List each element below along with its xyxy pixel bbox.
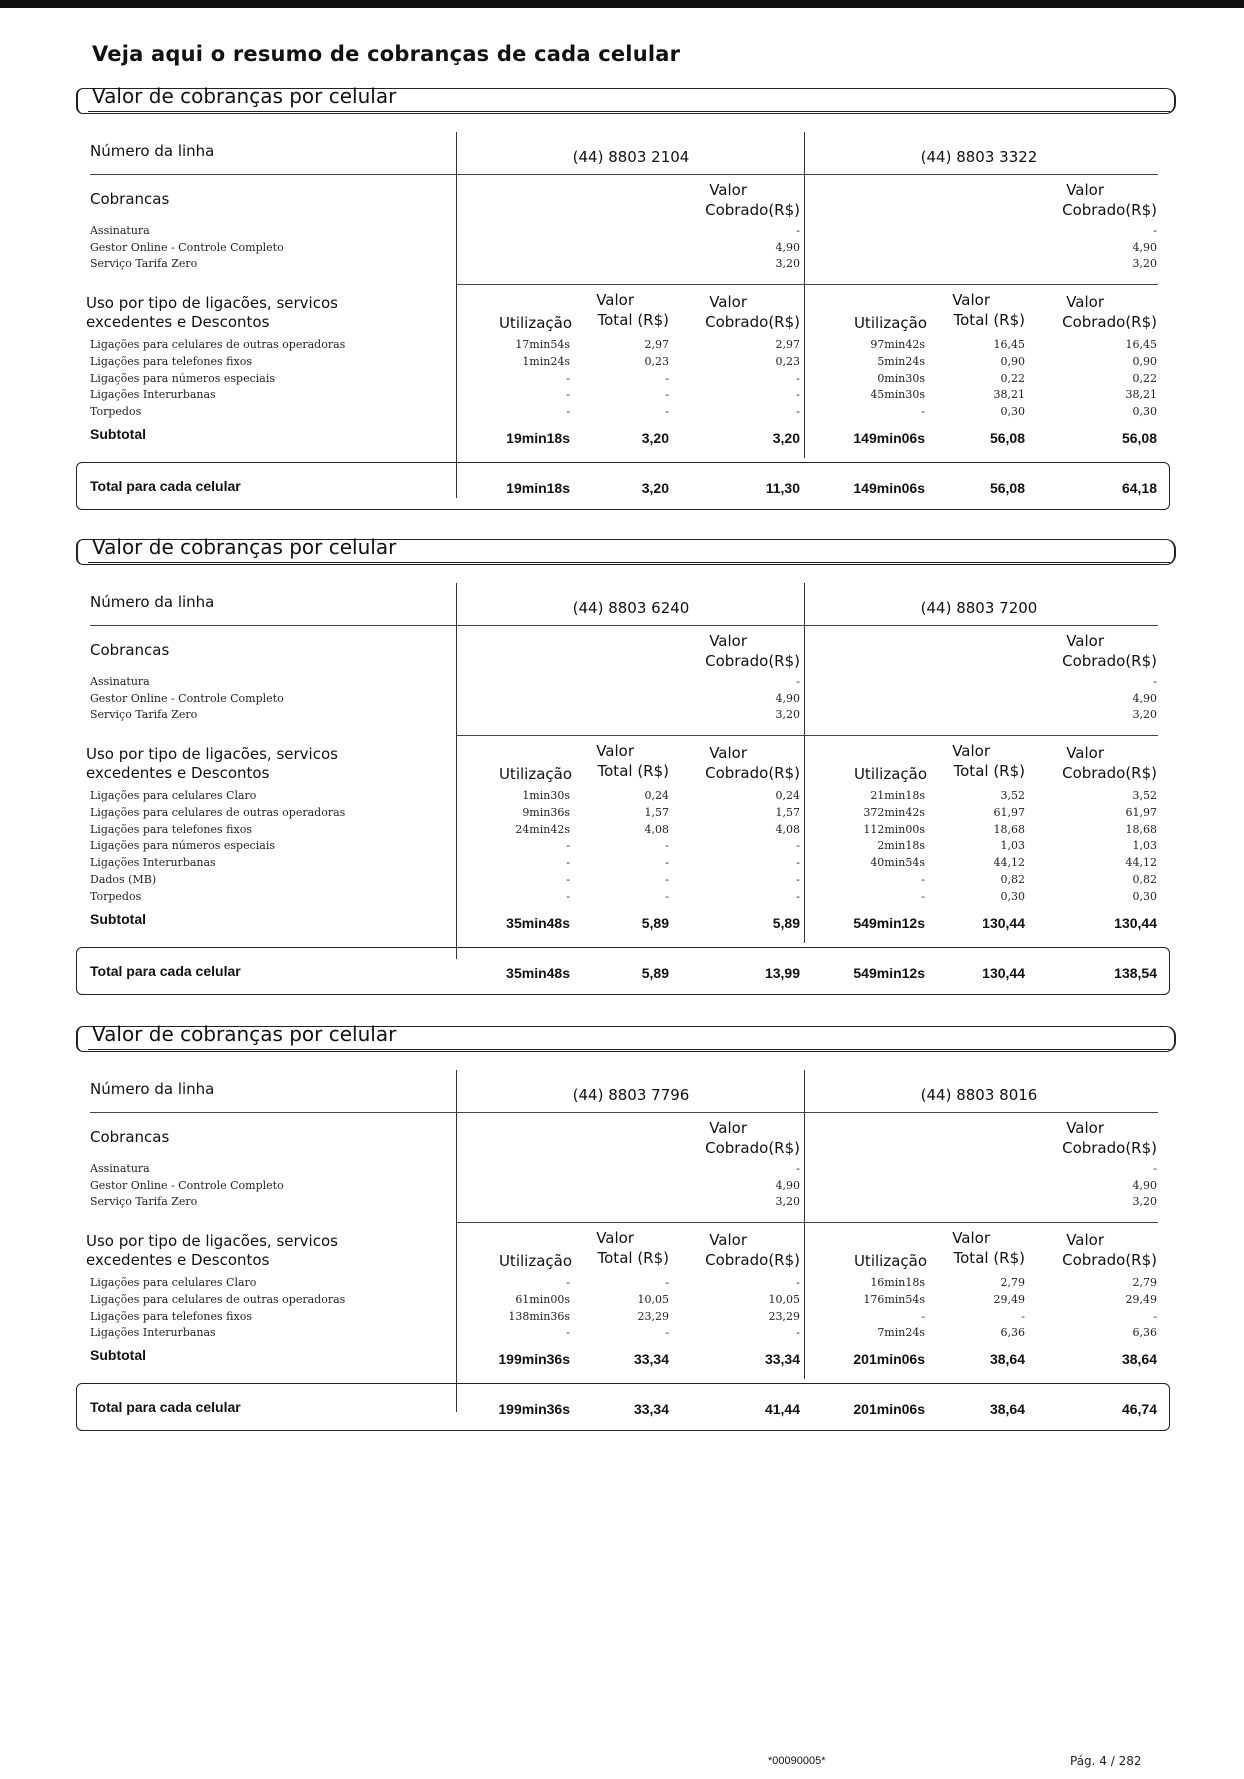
subtotal-label: Subtotal bbox=[90, 910, 146, 927]
total-value: 29,49 bbox=[993, 1292, 1025, 1306]
uso-item: Ligações para números especiais bbox=[90, 839, 276, 853]
cobrado-value: 6,36 bbox=[1132, 1326, 1157, 1340]
line-number: (44) 8803 7796 bbox=[572, 1086, 690, 1104]
subtotal-total: 5,89 bbox=[641, 914, 669, 931]
cobrado-header: Cobrado(R$) bbox=[1062, 201, 1157, 219]
valor-header: Valor bbox=[709, 181, 747, 199]
uso-item: Ligações Interurbanas bbox=[90, 856, 216, 870]
total-cobrado: 11,30 bbox=[765, 480, 800, 496]
total-celular-label: Total para cada celular bbox=[90, 962, 241, 979]
total-value: 38,21 bbox=[993, 388, 1025, 402]
cobranca-value: 3,20 bbox=[1132, 708, 1157, 721]
total-value: 4,08 bbox=[644, 822, 669, 836]
cobrado-value: 38,21 bbox=[1125, 388, 1157, 402]
valor-header: Valor bbox=[952, 291, 990, 309]
section-title: Valor de cobranças por celular bbox=[92, 535, 397, 559]
subtotal-cobrado: 3,20 bbox=[772, 430, 800, 446]
subtotal-label: Subtotal bbox=[90, 1347, 146, 1364]
section-header bbox=[76, 84, 1176, 114]
cobrado-value: - bbox=[796, 856, 800, 870]
subtotal-utilizacao: 19min18s bbox=[506, 430, 570, 446]
cobrado-header: Cobrado(R$) bbox=[705, 201, 800, 219]
subtotal-utilizacao: 549min12s bbox=[853, 914, 925, 931]
cobrado-header: Cobrado(R$) bbox=[705, 764, 800, 782]
uso-label-2: excedentes e Descontos bbox=[86, 313, 270, 331]
valor-header: Valor bbox=[709, 632, 747, 650]
cobrado-value: - bbox=[1153, 1309, 1157, 1323]
cobrado-header: Cobrado(R$) bbox=[705, 1139, 800, 1157]
line-number: (44) 8803 3322 bbox=[920, 148, 1038, 166]
utilizacao-header: Utilização bbox=[498, 1252, 572, 1270]
utilizacao-value: - bbox=[566, 1326, 570, 1340]
utilizacao-value: - bbox=[566, 1276, 570, 1289]
uso-item: Torpedos bbox=[90, 405, 142, 419]
uso-item: Torpedos bbox=[90, 889, 142, 903]
cobranca-value: - bbox=[796, 1162, 800, 1175]
document-code: *00090005* bbox=[768, 1755, 826, 1767]
cobrado-value: 0,30 bbox=[1132, 405, 1157, 419]
column-divider bbox=[804, 1070, 805, 1379]
total-value: 0,30 bbox=[1000, 889, 1025, 903]
valor-header: Valor bbox=[1066, 744, 1104, 762]
total-header: Total (R$) bbox=[953, 311, 1025, 329]
row-rule bbox=[456, 284, 1158, 285]
valor-header: Valor bbox=[1066, 632, 1104, 650]
total-total: 3,20 bbox=[641, 480, 669, 496]
uso-item: Ligações para celulares de outras operadoras bbox=[90, 338, 346, 351]
total-celular-label: Total para cada celular bbox=[90, 1399, 241, 1416]
cobranca-value: 4,90 bbox=[775, 691, 800, 705]
cobrancas-label: Cobrancas bbox=[90, 1128, 170, 1146]
valor-header: Valor bbox=[1066, 293, 1104, 311]
total-total: 5,89 bbox=[641, 964, 669, 981]
cobrado-value: 61,97 bbox=[1125, 805, 1157, 819]
utilizacao-value: - bbox=[566, 405, 570, 419]
uso-label: Uso por tipo de ligacões, servicos bbox=[86, 745, 338, 763]
cobrado-value: 0,22 bbox=[1132, 371, 1157, 385]
page-title: Veja aqui o resumo de cobranças de cada celular bbox=[92, 42, 681, 66]
section-header-rule bbox=[88, 562, 1170, 563]
subtotal-total: 3,20 bbox=[641, 430, 669, 446]
utilizacao-value: 97min42s bbox=[870, 338, 925, 351]
total-cobrado: 138,54 bbox=[1114, 964, 1157, 981]
total-value: 16,45 bbox=[993, 338, 1025, 351]
uso-item: Ligações para celulares Claro bbox=[90, 789, 257, 802]
utilizacao-value: 112min00s bbox=[863, 822, 925, 836]
cobrado-header: Cobrado(R$) bbox=[1062, 313, 1157, 331]
cobrado-value: - bbox=[796, 873, 800, 886]
utilizacao-value: 7min24s bbox=[877, 1326, 925, 1340]
cobrado-value: - bbox=[796, 889, 800, 903]
cobranca-item: Gestor Online - Controle Completo bbox=[90, 691, 284, 705]
total-header: Total (R$) bbox=[597, 311, 669, 329]
section-header bbox=[76, 535, 1176, 565]
section-title: Valor de cobranças por celular bbox=[92, 84, 397, 108]
utilizacao-value: 40min54s bbox=[870, 856, 925, 870]
total-value: 61,97 bbox=[993, 805, 1025, 819]
total-cobrado: 64,18 bbox=[1121, 480, 1157, 496]
utilizacao-value: 9min36s bbox=[522, 805, 570, 819]
valor-header: Valor bbox=[596, 742, 634, 760]
valor-header: Valor bbox=[596, 291, 634, 309]
total-value: - bbox=[665, 839, 669, 853]
billing-section bbox=[0, 1022, 1244, 1446]
utilizacao-value: 24min42s bbox=[515, 822, 570, 836]
total-value: - bbox=[665, 371, 669, 385]
cobrado-value: 0,30 bbox=[1132, 889, 1157, 903]
cobrado-header: Cobrado(R$) bbox=[705, 1251, 800, 1269]
cobranca-item: Assinatura bbox=[90, 1162, 150, 1175]
uso-item: Ligações para celulares Claro bbox=[90, 1276, 257, 1289]
uso-item: Ligações para telefones fixos bbox=[90, 1309, 252, 1323]
valor-header: Valor bbox=[709, 744, 747, 762]
uso-item: Ligações para números especiais bbox=[90, 371, 276, 385]
cobrado-header: Cobrado(R$) bbox=[1062, 1139, 1157, 1157]
total-value: 6,36 bbox=[1000, 1326, 1025, 1340]
total-total: 33,34 bbox=[633, 1401, 669, 1418]
cobranca-item: Gestor Online - Controle Completo bbox=[90, 240, 284, 254]
utilizacao-header: Utilização bbox=[853, 1252, 927, 1270]
utilizacao-value: - bbox=[921, 889, 925, 903]
utilizacao-value: 17min54s bbox=[515, 338, 570, 351]
cobranca-item: Serviço Tarifa Zero bbox=[90, 708, 198, 721]
total-value: 0,30 bbox=[1000, 405, 1025, 419]
cobrado-value: 1,03 bbox=[1132, 839, 1157, 853]
cobranca-value: - bbox=[796, 224, 800, 237]
total-header: Total (R$) bbox=[597, 1249, 669, 1267]
cobranca-item: Assinatura bbox=[90, 675, 150, 688]
total-value: - bbox=[665, 405, 669, 419]
cobrado-value: 10,05 bbox=[768, 1292, 800, 1306]
billing-section bbox=[0, 535, 1244, 981]
cobrado-value: - bbox=[796, 1276, 800, 1289]
page-number: Pág. 4 / 282 bbox=[1070, 1754, 1142, 1768]
utilizacao-value: 21min18s bbox=[870, 789, 925, 802]
utilizacao-value: 61min00s bbox=[515, 1292, 570, 1306]
billing-section bbox=[0, 84, 1244, 508]
cobranca-value: - bbox=[1153, 1162, 1157, 1175]
cobrado-header: Cobrado(R$) bbox=[1062, 652, 1157, 670]
utilizacao-value: 1min30s bbox=[522, 789, 570, 802]
uso-item: Ligações para celulares de outras operadoras bbox=[90, 1292, 346, 1306]
uso-item: Ligações para telefones fixos bbox=[90, 822, 252, 836]
utilizacao-header: Utilização bbox=[853, 314, 927, 332]
cobrado-value: 16,45 bbox=[1125, 338, 1157, 351]
uso-item: Ligações Interurbanas bbox=[90, 1326, 216, 1340]
cobrado-value: 18,68 bbox=[1125, 822, 1157, 836]
total-value: - bbox=[665, 889, 669, 903]
cobranca-item: Gestor Online - Controle Completo bbox=[90, 1178, 284, 1192]
valor-header: Valor bbox=[952, 1229, 990, 1247]
utilizacao-value: - bbox=[566, 371, 570, 385]
cobrado-value: 29,49 bbox=[1125, 1292, 1157, 1306]
subtotal-total: 130,44 bbox=[982, 914, 1025, 931]
total-value: 44,12 bbox=[993, 856, 1025, 870]
cobranca-value: 4,90 bbox=[1132, 691, 1157, 705]
column-divider bbox=[804, 583, 805, 943]
cobranca-value: 4,90 bbox=[1132, 240, 1157, 254]
utilizacao-value: 2min18s bbox=[877, 839, 925, 853]
valor-header: Valor bbox=[952, 742, 990, 760]
cobrado-header: Cobrado(R$) bbox=[705, 652, 800, 670]
uso-label-2: excedentes e Descontos bbox=[86, 764, 270, 782]
line-number: (44) 8803 8016 bbox=[920, 1086, 1038, 1104]
total-value: 0,23 bbox=[644, 354, 669, 368]
total-header: Total (R$) bbox=[953, 1249, 1025, 1267]
total-value: 3,52 bbox=[1000, 789, 1025, 802]
total-value: - bbox=[665, 873, 669, 886]
cobranca-value: 3,20 bbox=[775, 1195, 800, 1208]
cobrado-value: 0,90 bbox=[1132, 354, 1157, 368]
utilizacao-value: - bbox=[566, 388, 570, 402]
total-header: Total (R$) bbox=[953, 762, 1025, 780]
total-value: 0,24 bbox=[644, 789, 669, 802]
cobranca-value: 3,20 bbox=[1132, 1195, 1157, 1208]
utilizacao-value: - bbox=[566, 839, 570, 853]
cobranca-value: - bbox=[796, 675, 800, 688]
subtotal-total: 38,64 bbox=[989, 1351, 1025, 1368]
total-value: - bbox=[665, 856, 669, 870]
utilizacao-value: - bbox=[566, 856, 570, 870]
cobrado-value: - bbox=[796, 371, 800, 385]
total-cobrado: 41,44 bbox=[764, 1401, 800, 1418]
cobrado-value: 44,12 bbox=[1125, 856, 1157, 870]
valor-header: Valor bbox=[1066, 181, 1104, 199]
cobrado-value: 4,08 bbox=[775, 822, 800, 836]
uso-item: Dados (MB) bbox=[90, 873, 157, 886]
subtotal-utilizacao: 199min36s bbox=[498, 1351, 570, 1368]
valor-header: Valor bbox=[709, 293, 747, 311]
valor-header: Valor bbox=[1066, 1231, 1104, 1249]
total-value: 0,22 bbox=[1000, 371, 1025, 385]
total-value: 0,90 bbox=[1000, 354, 1025, 368]
cobranca-value: 3,20 bbox=[775, 708, 800, 721]
utilizacao-value: 138min36s bbox=[508, 1309, 570, 1323]
section-title: Valor de cobranças por celular bbox=[92, 1022, 397, 1046]
cobranca-item: Serviço Tarifa Zero bbox=[90, 257, 198, 270]
section-header-rule bbox=[88, 111, 1170, 112]
total-value: - bbox=[665, 1326, 669, 1340]
cobranca-value: 3,20 bbox=[775, 257, 800, 270]
subtotal-utilizacao: 35min48s bbox=[506, 914, 570, 931]
utilizacao-value: - bbox=[566, 889, 570, 903]
valor-header: Valor bbox=[709, 1231, 747, 1249]
cobranca-item: Assinatura bbox=[90, 224, 150, 237]
total-utilizacao: 19min18s bbox=[506, 480, 570, 496]
subtotal-cobrado: 5,89 bbox=[772, 914, 800, 931]
total-value: - bbox=[1021, 1309, 1025, 1323]
section-header-rule bbox=[88, 1049, 1170, 1050]
cobrado-value: 2,97 bbox=[775, 338, 800, 351]
utilizacao-value: 1min24s bbox=[522, 354, 570, 368]
total-celular-label: Total para cada celular bbox=[90, 478, 241, 494]
total-value: 23,29 bbox=[637, 1309, 669, 1323]
row-rule bbox=[90, 174, 1158, 175]
cobrado-header: Cobrado(R$) bbox=[705, 313, 800, 331]
utilizacao-header: Utilização bbox=[498, 314, 572, 332]
utilizacao-value: 5min24s bbox=[877, 354, 925, 368]
subtotal-cobrado: 38,64 bbox=[1121, 1351, 1157, 1368]
subtotal-total: 33,34 bbox=[633, 1351, 669, 1368]
total-utilizacao: 35min48s bbox=[506, 964, 570, 981]
cobranca-value: 3,20 bbox=[1132, 257, 1157, 270]
column-divider bbox=[456, 132, 457, 498]
cobrado-value: 23,29 bbox=[768, 1309, 800, 1323]
utilizacao-value: - bbox=[921, 873, 925, 886]
cobrado-value: - bbox=[796, 405, 800, 419]
column-divider bbox=[804, 132, 805, 458]
cobrancas-label: Cobrancas bbox=[90, 641, 170, 659]
cobrado-value: 2,79 bbox=[1132, 1276, 1157, 1289]
uso-item: Ligações Interurbanas bbox=[90, 388, 216, 402]
subtotal-utilizacao: 149min06s bbox=[853, 430, 925, 446]
total-value: 10,05 bbox=[637, 1292, 669, 1306]
valor-header: Valor bbox=[709, 1119, 747, 1137]
line-number: (44) 8803 6240 bbox=[572, 599, 690, 617]
uso-label: Uso por tipo de ligacões, servicos bbox=[86, 1232, 338, 1250]
total-cobrado: 46,74 bbox=[1121, 1401, 1157, 1418]
cobrado-value: 3,52 bbox=[1132, 789, 1157, 802]
row-rule bbox=[456, 1222, 1158, 1223]
cobrancas-label: Cobrancas bbox=[90, 190, 170, 208]
column-divider bbox=[456, 583, 457, 959]
utilizacao-value: 16min18s bbox=[870, 1276, 925, 1289]
utilizacao-value: 45min30s bbox=[870, 388, 925, 402]
cobranca-value: - bbox=[1153, 224, 1157, 237]
uso-item: Ligações para celulares de outras operadoras bbox=[90, 805, 346, 819]
subtotal-utilizacao: 201min06s bbox=[853, 1351, 925, 1368]
section-header bbox=[76, 1022, 1176, 1052]
total-value: - bbox=[665, 388, 669, 402]
numero-linha-label: Número da linha bbox=[90, 593, 215, 611]
subtotal-label: Subtotal bbox=[90, 426, 146, 442]
cobranca-value: 4,90 bbox=[775, 1178, 800, 1192]
total-value: 1,57 bbox=[644, 805, 669, 819]
valor-header: Valor bbox=[1066, 1119, 1104, 1137]
cobrado-header: Cobrado(R$) bbox=[1062, 764, 1157, 782]
subtotal-total: 56,08 bbox=[989, 430, 1025, 446]
cobrado-value: 0,24 bbox=[775, 789, 800, 802]
uso-label: Uso por tipo de ligacões, servicos bbox=[86, 294, 338, 312]
utilizacao-header: Utilização bbox=[498, 765, 572, 783]
total-total: 56,08 bbox=[989, 480, 1025, 496]
row-rule bbox=[90, 625, 1158, 626]
utilizacao-value: - bbox=[921, 405, 925, 419]
cobrado-value: 0,23 bbox=[775, 354, 800, 368]
cobrado-value: 1,57 bbox=[775, 805, 800, 819]
cobranca-value: 4,90 bbox=[1132, 1178, 1157, 1192]
cobrado-value: 0,82 bbox=[1132, 873, 1157, 886]
total-utilizacao: 199min36s bbox=[498, 1401, 570, 1418]
utilizacao-value: 176min54s bbox=[863, 1292, 925, 1306]
total-value: 1,03 bbox=[1000, 839, 1025, 853]
total-utilizacao: 549min12s bbox=[853, 964, 925, 981]
valor-header: Valor bbox=[596, 1229, 634, 1247]
uso-item: Ligações para telefones fixos bbox=[90, 354, 252, 368]
utilizacao-value: - bbox=[921, 1309, 925, 1323]
page-top-border bbox=[0, 0, 1244, 8]
utilizacao-value: 0min30s bbox=[877, 371, 925, 385]
total-total: 38,64 bbox=[989, 1401, 1025, 1418]
cobranca-value: 4,90 bbox=[775, 240, 800, 254]
total-utilizacao: 149min06s bbox=[853, 480, 925, 496]
cobranca-value: - bbox=[1153, 675, 1157, 688]
total-value: - bbox=[665, 1276, 669, 1289]
utilizacao-header: Utilização bbox=[853, 765, 927, 783]
row-rule bbox=[456, 735, 1158, 736]
line-number: (44) 8803 2104 bbox=[572, 148, 690, 166]
total-value: 2,79 bbox=[1000, 1276, 1025, 1289]
subtotal-cobrado: 33,34 bbox=[764, 1351, 800, 1368]
cobrado-header: Cobrado(R$) bbox=[1062, 1251, 1157, 1269]
total-value: 0,82 bbox=[1000, 873, 1025, 886]
cobranca-item: Serviço Tarifa Zero bbox=[90, 1195, 198, 1208]
cobrado-value: - bbox=[796, 388, 800, 402]
utilizacao-value: - bbox=[566, 873, 570, 886]
uso-label-2: excedentes e Descontos bbox=[86, 1251, 270, 1269]
numero-linha-label: Número da linha bbox=[90, 142, 215, 160]
subtotal-cobrado: 56,08 bbox=[1121, 430, 1157, 446]
subtotal-cobrado: 130,44 bbox=[1114, 914, 1157, 931]
total-total: 130,44 bbox=[982, 964, 1025, 981]
line-number: (44) 8803 7200 bbox=[920, 599, 1038, 617]
total-cobrado: 13,99 bbox=[764, 964, 800, 981]
utilizacao-value: 372min42s bbox=[863, 805, 925, 819]
numero-linha-label: Número da linha bbox=[90, 1080, 215, 1098]
column-divider bbox=[456, 1070, 457, 1412]
cobrado-value: - bbox=[796, 839, 800, 853]
total-utilizacao: 201min06s bbox=[853, 1401, 925, 1418]
row-rule bbox=[90, 1112, 1158, 1113]
total-value: 2,97 bbox=[644, 338, 669, 351]
cobrado-value: - bbox=[796, 1326, 800, 1340]
total-header: Total (R$) bbox=[597, 762, 669, 780]
total-value: 18,68 bbox=[993, 822, 1025, 836]
